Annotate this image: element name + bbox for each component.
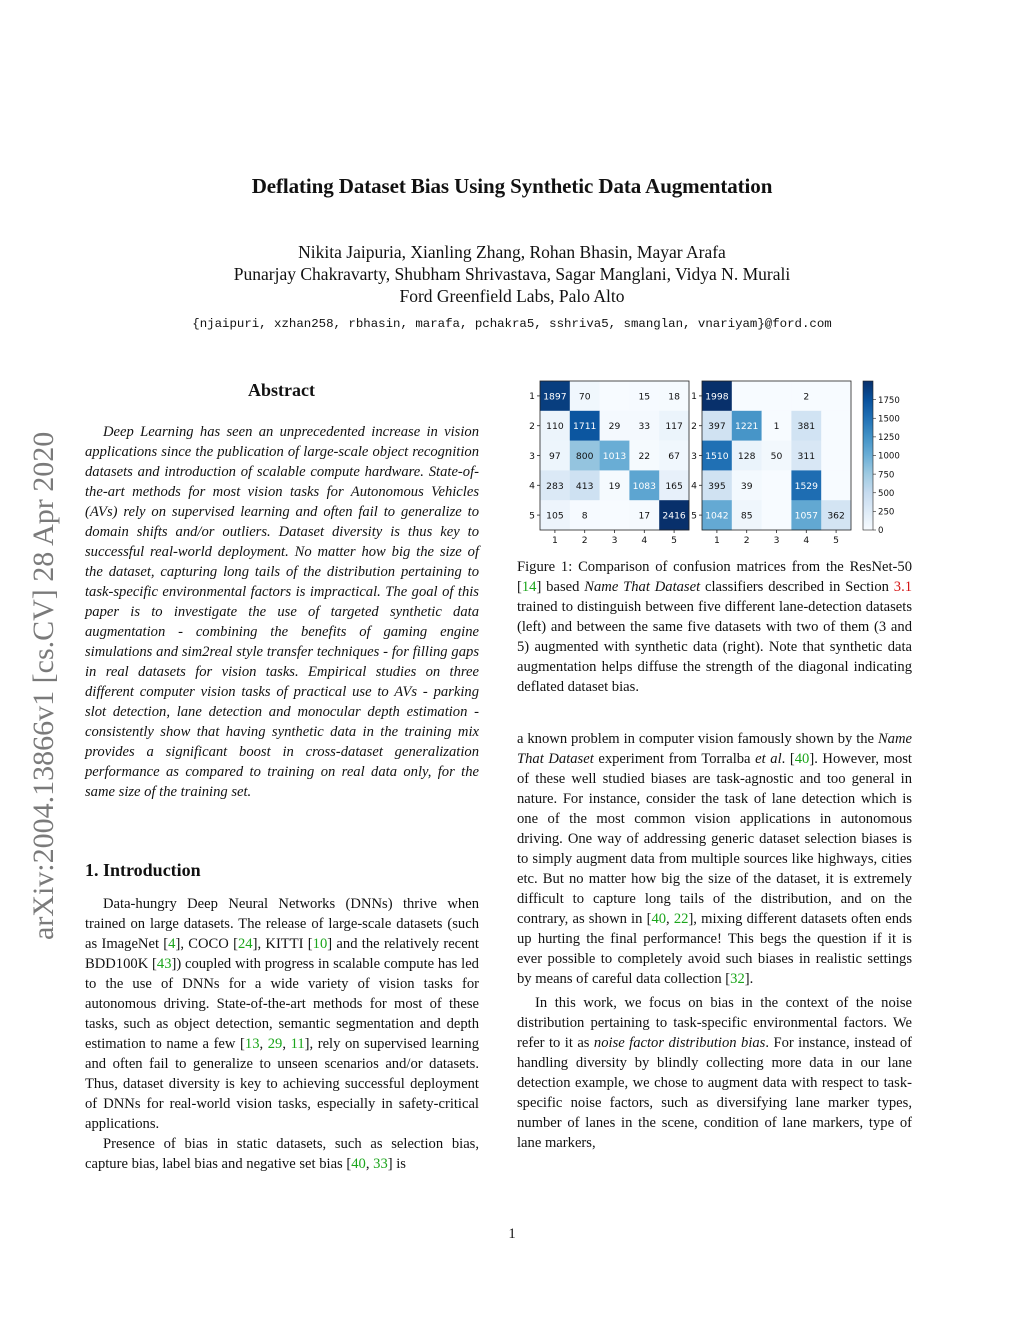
confusion-matrix-figure (520, 376, 912, 544)
body-text: . [ (781, 751, 795, 767)
citation-link[interactable]: 14 (521, 579, 537, 595)
cell-value-label: 117 (665, 421, 683, 433)
colorbar-tick-label: 750 (878, 470, 895, 481)
colorbar-tick-label: 250 (878, 507, 895, 518)
intro-paragraph-1 (85, 894, 479, 1134)
cell-value-label: 1897 (543, 391, 567, 403)
cell-value-label: 39 (740, 480, 753, 492)
matrix-cell (762, 500, 792, 530)
body-text: a known problem in computer vision famously shown by the (517, 731, 878, 747)
cell-value-label: 397 (708, 421, 726, 433)
cell-value-label: 50 (770, 451, 783, 462)
intro-text: Data-hungry Deep Neural Networks (DNNs) thrive when trained on large datasets. The release of large-scale datasets (such as ImageNet [ (85, 896, 479, 952)
cell-value-label: 1083 (632, 480, 656, 492)
citation-link[interactable]: 4 (168, 936, 176, 952)
abstract-paragraph: Deep Learning has seen an unprecedented increase in vision applications since the publication of large-scale object recognition datasets and introduction of scalable compute hardware. State-of-the-art methods for most vision tasks for Autonomous Vehicles (AVs) rely on supervised learning and often fail to generalize to domain shifts and/or outliers. Dataset diversity is thus key to successful real-world deployment. No matter how big the size of the dataset, capturing long tails of the distribution pertaining to task-specific environmental factors is impractical. The goal of this paper is to investigate the use of targeted synthetic data augmentation - combining the benefits of gaming engine simulations and sim2real style transfer techniques - for filling gaps in real datasets for vision tasks. Empirical studies on three different computer vision tasks of practical use to AVs - parking slot detection, lane detection and monocular depth estimation - consistently show that having synthetic data in the training mix provides a significant boost in cross-dataset generalization performance as compared to training on real data only, for the same size of the training set. (85, 424, 479, 800)
abstract-heading: Abstract (248, 380, 315, 400)
author-emails: {njaipuri, xzhan258, rbhasin, marafa, pchakra5, sshriva5, smanglan, vnariyam}@ford.com (192, 317, 832, 331)
arxiv-identifier: arXiv:2004.13866v1 [cs.CV] 28 Apr 2020 (27, 431, 60, 940)
abstract-text (85, 422, 479, 802)
citation-link[interactable]: 33 (373, 1156, 388, 1172)
citation-link[interactable]: 10 (312, 936, 328, 952)
affiliation: Ford Greenfield Labs, Palo Alto (399, 286, 625, 306)
colorbar (863, 381, 873, 530)
matrix-cell (732, 381, 762, 411)
intro-text: ], rely on supervised learning and often fail to generalize to unseen scenarios and/or datasets. Thus, dataset diversity is key to achieving successful deployment of DNNs for real-world vision tasks, especially in safety-critical applications. (85, 1036, 479, 1132)
citation-link[interactable]: 13 (244, 1036, 260, 1052)
caption-text: classifiers described in Section (700, 579, 894, 595)
cell-value-label: 311 (797, 451, 816, 462)
cell-value-label: 1529 (794, 480, 818, 492)
section-reference-link[interactable]: 3.1 (893, 579, 913, 595)
right-paragraph-2 (517, 993, 912, 1153)
body-text: ], mixing different datasets often ends up hurting the final performance! This begs the question if it is ever possible to completely avoid such biases in realistic settings by means of careful data collection [ (517, 911, 912, 987)
introduction-body (85, 894, 479, 1174)
cell-value-label: 1711 (573, 421, 597, 433)
intro-text: ]) coupled with progress in scalable compute has led to the use of DNNs for a wide variety of vision tasks for autonomous driving. State-of-the-art methods for most of these tasks, such as object detection, semantic segmentation and depth estimation to name a few [ (85, 956, 479, 1052)
intro-text: ], KITTI [ (252, 936, 313, 952)
cell-value-label: 1057 (794, 510, 818, 522)
citation-link[interactable]: 22 (673, 911, 689, 927)
cell-value-label: 283 (546, 480, 564, 492)
cell-value-label: 1 (773, 421, 780, 433)
cell-value-label: 97 (549, 451, 561, 462)
matrix-cell (821, 470, 851, 500)
cell-value-label: 800 (575, 451, 594, 462)
cell-value-label: 110 (546, 421, 564, 433)
matrix-cell (821, 441, 851, 471)
cell-value-label: 33 (638, 421, 651, 433)
cell-value-label: 105 (546, 510, 564, 522)
colorbar-tick-label: 1750 (878, 395, 900, 406)
cell-value-label: 17 (638, 510, 651, 522)
x-tick-label: 3 (611, 535, 618, 544)
colorbar-tick-label: 0 (878, 526, 884, 537)
y-tick-label: 2 (691, 421, 697, 432)
cell-value-label: 1013 (602, 451, 627, 462)
citation-link[interactable]: 32 (730, 971, 745, 987)
x-tick-label: 1 (713, 535, 720, 544)
y-tick-label: 3 (691, 450, 697, 462)
body-emphasis: et al (755, 751, 782, 767)
x-tick-label: 1 (551, 535, 558, 544)
cell-value-label: 395 (708, 480, 726, 492)
cell-value-label: 362 (827, 510, 845, 522)
caption-emphasis: Name That Dataset (584, 579, 701, 595)
cell-value-label: 22 (638, 451, 651, 462)
page-number: 1 (508, 1226, 516, 1242)
citation-link[interactable]: 40 (351, 1156, 366, 1172)
colorbar-tick-label: 1500 (878, 414, 900, 425)
matrix-cell (600, 381, 630, 411)
authors-line-2: Punarjay Chakravarty, Shubham Shrivastava, Sagar Manglani, Vidya N. Murali (233, 264, 791, 284)
y-tick-label: 2 (529, 421, 535, 432)
cell-value-label: 18 (668, 391, 680, 403)
citation-link[interactable]: 24 (238, 936, 253, 952)
colorbar-tick-label: 1250 (878, 433, 900, 444)
intro-text: , (365, 1156, 374, 1172)
citation-link[interactable]: 40 (651, 911, 667, 927)
body-text: In this work, we focus on bias in the context of the noise distribution pertaining to task-specific environmental factors. We refer to it as (517, 995, 912, 1051)
cell-value-label: 128 (737, 451, 756, 462)
intro-text: , (259, 1036, 268, 1052)
intro-text: ] and the relatively recent BDD100K [ (85, 936, 479, 972)
x-tick-label: 4 (803, 535, 810, 544)
citation-link[interactable]: 11 (290, 1036, 305, 1052)
body-text: experiment from Torralba (593, 751, 756, 767)
authors-line-1: Nikita Jaipuria, Xianling Zhang, Rohan Bhasin, Mayar Arafa (298, 242, 726, 262)
matrix-cell (821, 381, 851, 411)
body-text: , (666, 911, 674, 927)
colorbar-tick-label: 500 (878, 488, 895, 499)
matrix-cell (821, 411, 851, 441)
cell-value-label: 19 (608, 480, 621, 492)
matrix-cell (600, 500, 630, 530)
caption-paragraph (517, 557, 912, 697)
intro-text: ], COCO [ (175, 936, 238, 952)
citation-link[interactable]: 40 (794, 751, 810, 767)
colorbar-tick-label: 1000 (878, 451, 900, 462)
x-tick-label: 4 (641, 535, 648, 544)
cell-value-label: 2416 (662, 510, 686, 522)
intro-text: , (282, 1036, 291, 1052)
y-tick-label: 5 (691, 510, 697, 522)
y-tick-label: 4 (691, 480, 697, 492)
matrix-cell (762, 470, 792, 500)
intro-text: ] is (387, 1156, 406, 1172)
x-tick-label: 2 (581, 535, 588, 544)
cell-value-label: 1998 (705, 391, 729, 403)
y-tick-label: 1 (529, 391, 535, 403)
cell-value-label: 8 (581, 510, 588, 522)
paper-title: Deflating Dataset Bias Using Synthetic Data Augmentation (251, 174, 773, 198)
x-tick-label: 3 (773, 535, 780, 544)
y-tick-label: 4 (529, 480, 535, 492)
figure-1-caption (517, 557, 912, 697)
intro-text: Presence of bias in static datasets, such as selection bias, capture bias, label bias and negative set bias [ (85, 1136, 479, 1172)
cell-value-label: 67 (668, 451, 680, 462)
cell-value-label: 70 (578, 391, 591, 403)
body-emphasis: Name That Dataset (517, 731, 912, 767)
right-paragraph-1 (517, 729, 912, 989)
citation-link[interactable]: 29 (267, 1036, 283, 1052)
cell-value-label: 1510 (705, 451, 729, 462)
intro-paragraph-2 (85, 1134, 479, 1174)
cell-value-label: 1042 (705, 510, 729, 522)
caption-text: ] based (536, 579, 585, 595)
right-column-body (517, 729, 912, 1153)
cell-value-label: 381 (797, 421, 816, 433)
cell-value-label: 413 (575, 480, 594, 492)
y-tick-label: 5 (529, 510, 535, 522)
body-emphasis: noise factor distribution bias (593, 1035, 766, 1051)
cell-value-label: 1221 (735, 421, 759, 433)
cell-value-label: 15 (638, 391, 651, 403)
author-block (0, 241, 1024, 307)
cell-value-label: 165 (665, 480, 683, 492)
y-tick-label: 1 (691, 391, 697, 403)
citation-link[interactable]: 43 (156, 956, 172, 972)
cell-value-label: 85 (740, 510, 753, 522)
section-heading-introduction: 1. Introduction (85, 860, 201, 880)
x-tick-label: 5 (671, 535, 678, 544)
x-tick-label: 2 (743, 535, 750, 544)
cell-value-label: 2 (803, 391, 810, 403)
matrix-cell (762, 381, 792, 411)
y-tick-label: 3 (529, 450, 535, 462)
caption-text: trained to distinguish between five different lane-detection datasets (left) and between the same five datasets with two of them (3 and 5) augmented with synthetic data (right). Note that synthetic data augmentation helps diffuse the strength of the diagonal indicating deflated dataset bias. (517, 599, 912, 695)
cell-value-label: 29 (608, 421, 621, 433)
body-text: . For instance, instead of handling diversity by blindly collecting more data in our lane detection example, we chose to augment data with respect to task-specific noise factors, such as diversifying lane marker types, number of lanes in the scene, condition of lane markers, type of lane markers, (517, 1035, 912, 1151)
body-text: ]. (744, 971, 754, 987)
caption-text: Figure 1: Comparison of confusion matrices from the ResNet-50 [ (517, 559, 912, 595)
x-tick-label: 5 (833, 535, 840, 544)
body-text: ]. However, most of these well studied biases are task-agnostic and too general in nature. For instance, consider the task of lane detection which is one of the most common vision applications in autonomous driving. One way of addressing generic dataset selection biases is to simply augment data from multiple sources like highways, cities etc. But no matter how big the size of the dataset, it is extremely difficult to capture long tails of the distribution, and on the contrary, as shown in [ (517, 751, 912, 927)
